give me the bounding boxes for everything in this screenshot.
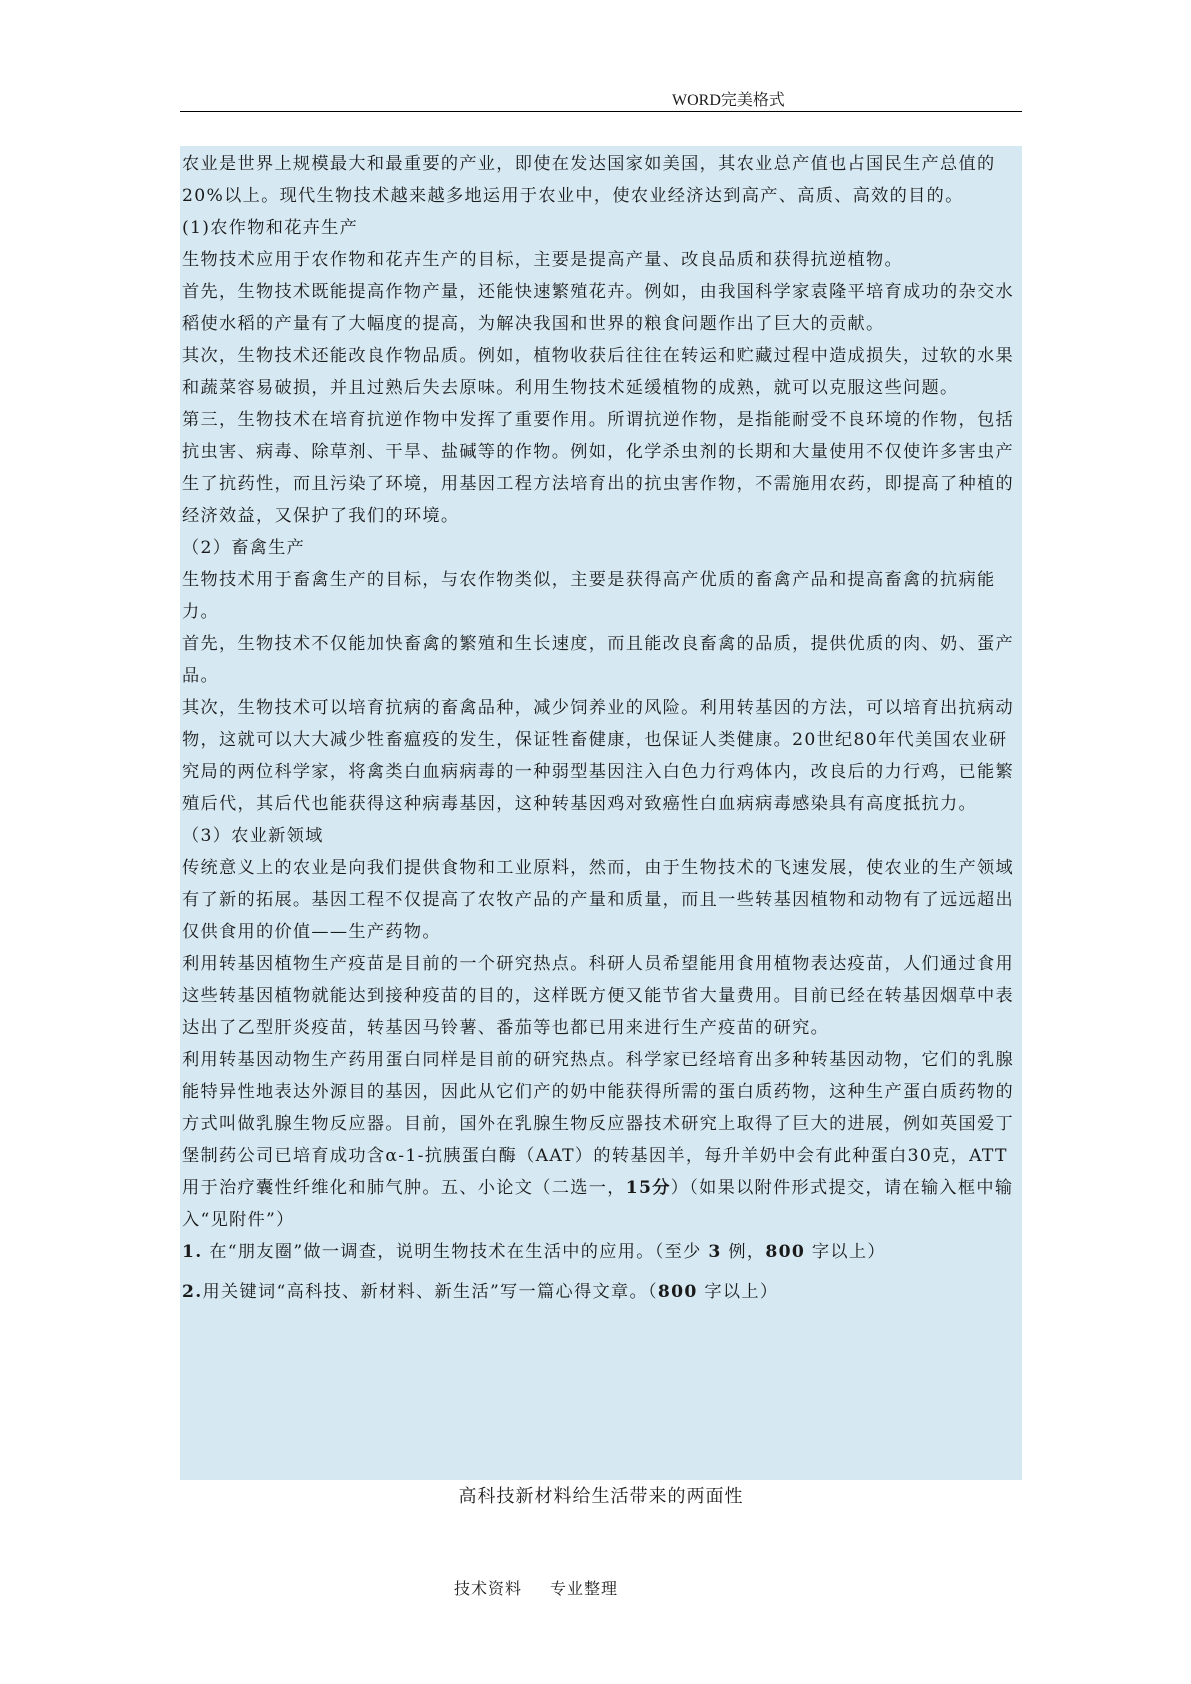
pharma-text: 利用转基因动物生产药用蛋白同样是目前的研究热点。科学家已经培育出多种转基因动物，它们的乳腺能特异性地表达外源目的基因，因此从它们产的奶中能获得所需的蛋白质药物，这种生产蛋白质药物的方式叫做乳腺生物反应器。目前，国外在乳腺生物反应器技术研究上取得了巨大的进展，例如英国爱丁堡制药公司已培育成功含α-1-抗胰蛋白酶（AAT）的转基因羊，每升羊奶中会有此种蛋白30克，ATT用于治疗囊性纤维化和肺气肿。五、小论文（二选一， [182, 1050, 1014, 1198]
option-2-end: 字以上） [704, 1282, 779, 1302]
option-1-mid: 例， [728, 1242, 766, 1262]
option-2-number: 2. [182, 1282, 203, 1302]
paragraph-crops-resistance: 第三，生物技术在培育抗逆作物中发挥了重要作用。所谓抗逆作物，是指能耐受不良环境的作物，包括抗虫害、病毒、除草剂、干旱、盐碱等的作物。例如，化学杀虫剂的长期和大量使用不仅使许多害虫产生了抗药性，而且污染了环境，用基因工程方法培育出的抗虫害作物，不需施用农药，即提高了种植的经济效益，又保护了我们的环境。 [182, 410, 1014, 526]
option-2-words: 800 [657, 1282, 698, 1302]
paragraph-livestock-disease: 其次，生物技术可以培育抗病的畜禽品种，减少饲养业的风险。利用转基因的方法，可以培育出抗病动物，这就可以大大减少牲畜瘟疫的发生，保证牲畜健康，也保证人类健康。20世纪80年代美国农业研究局的两位科学家，将禽类白血病病毒的一种弱型基因注入白色力行鸡体内，改良后的力行鸡，已能繁殖后代，其后代也能获得这种病毒基因，这种转基因鸡对致癌性白血病病毒感染具有高度抵抗力。 [182, 698, 1014, 814]
header-divider [180, 111, 1022, 112]
section-heading-new-fields: （3）农业新领域 [182, 826, 324, 846]
assignment-option-2 [182, 1276, 1020, 1308]
paragraph-intro: 农业是世界上规模最大和最重要的产业，即使在发达国家如美国，其农业总产值也占国民生产总值的20%以上。现代生物技术越来越多地运用于农业中，使农业经济达到高产、高质、高效的目的。 [182, 154, 996, 206]
paragraph-livestock-growth: 首先，生物技术不仅能加快畜禽的繁殖和生长速度，而且能改良畜禽的品质，提供优质的肉、奶、蛋产品。 [182, 634, 1014, 686]
option-2-text: 用关键词“高科技、新材料、新生活”写一篇心得文章。（ [202, 1282, 658, 1302]
section-heading-crops: (1)农作物和花卉生产 [182, 218, 359, 238]
footer-right: 专业整理 [550, 1579, 619, 1598]
paragraph-crops-quality: 其次，生物技术还能改良作物品质。例如，植物收获后往往在转运和贮藏过程中造成损失，过软的水果和蔬菜容易破损，并且过熟后失去原味。利用生物技术延缓植物的成熟，就可以克服这些问题。 [182, 346, 1014, 398]
header-title: WORD完美格式 [672, 92, 785, 109]
option-1-words: 800 [765, 1242, 806, 1262]
option-1-end: 字以上） [811, 1242, 886, 1262]
footer-left: 技术资料 [454, 1579, 523, 1598]
option-1-text: 在“朋友圈”做一调查，说明生物技术在生活中的应用。（至少 [209, 1242, 702, 1262]
paragraph-crops-goal: 生物技术应用于农作物和花卉生产的目标，主要是提高产量、改良品质和获得抗逆植物。 [182, 250, 904, 270]
section-heading-livestock: （2）畜禽生产 [182, 538, 306, 558]
paragraph-pharma-proteins [182, 1044, 1020, 1236]
assignment-score: 15分 [625, 1178, 671, 1198]
paragraph-livestock-goal: 生物技术用于畜禽生产的目标，与农作物类似，主要是获得高产优质的畜禽产品和提高畜禽的抗病能力。 [182, 570, 996, 622]
assignment-note: ）（如果以附件形式提交，请在输入框中输入“见附件”） [182, 1178, 1014, 1230]
document-body [182, 148, 1020, 1308]
assignment-option-1 [182, 1236, 1020, 1268]
paragraph-vaccines: 利用转基因植物生产疫苗是目前的一个研究热点。科研人员希望能用食用植物表达疫苗，人们通过食用这些转基因植物就能达到接种疫苗的目的，这样既方便又能节省大量费用。目前已经在转基因烟草中表达出了乙型肝炎疫苗，转基因马铃薯、番茄等也都已用来进行生产疫苗的研究。 [182, 954, 1014, 1038]
page-footer [454, 1578, 618, 1600]
option-1-count: 3 [708, 1242, 722, 1262]
paragraph-crops-yield: 首先，生物技术既能提高作物产量，还能快速繁殖花卉。例如，由我国科学家袁隆平培育成功的杂交水稻使水稻的产量有了大幅度的提高，为解决我国和世界的粮食问题作出了巨大的贡献。 [182, 282, 1014, 334]
paragraph-new-fields: 传统意义上的农业是向我们提供食物和工业原料，然而，由于生物技术的飞速发展，使农业的生产领域有了新的拓展。基因工程不仅提高了农牧产品的产量和质量，而且一些转基因植物和动物有了远远超出仅供食用的价值——生产药物。 [182, 858, 1014, 942]
essay-title: 高科技新材料给生活带来的两面性 [458, 1486, 744, 1507]
option-1-number: 1. [182, 1242, 203, 1262]
